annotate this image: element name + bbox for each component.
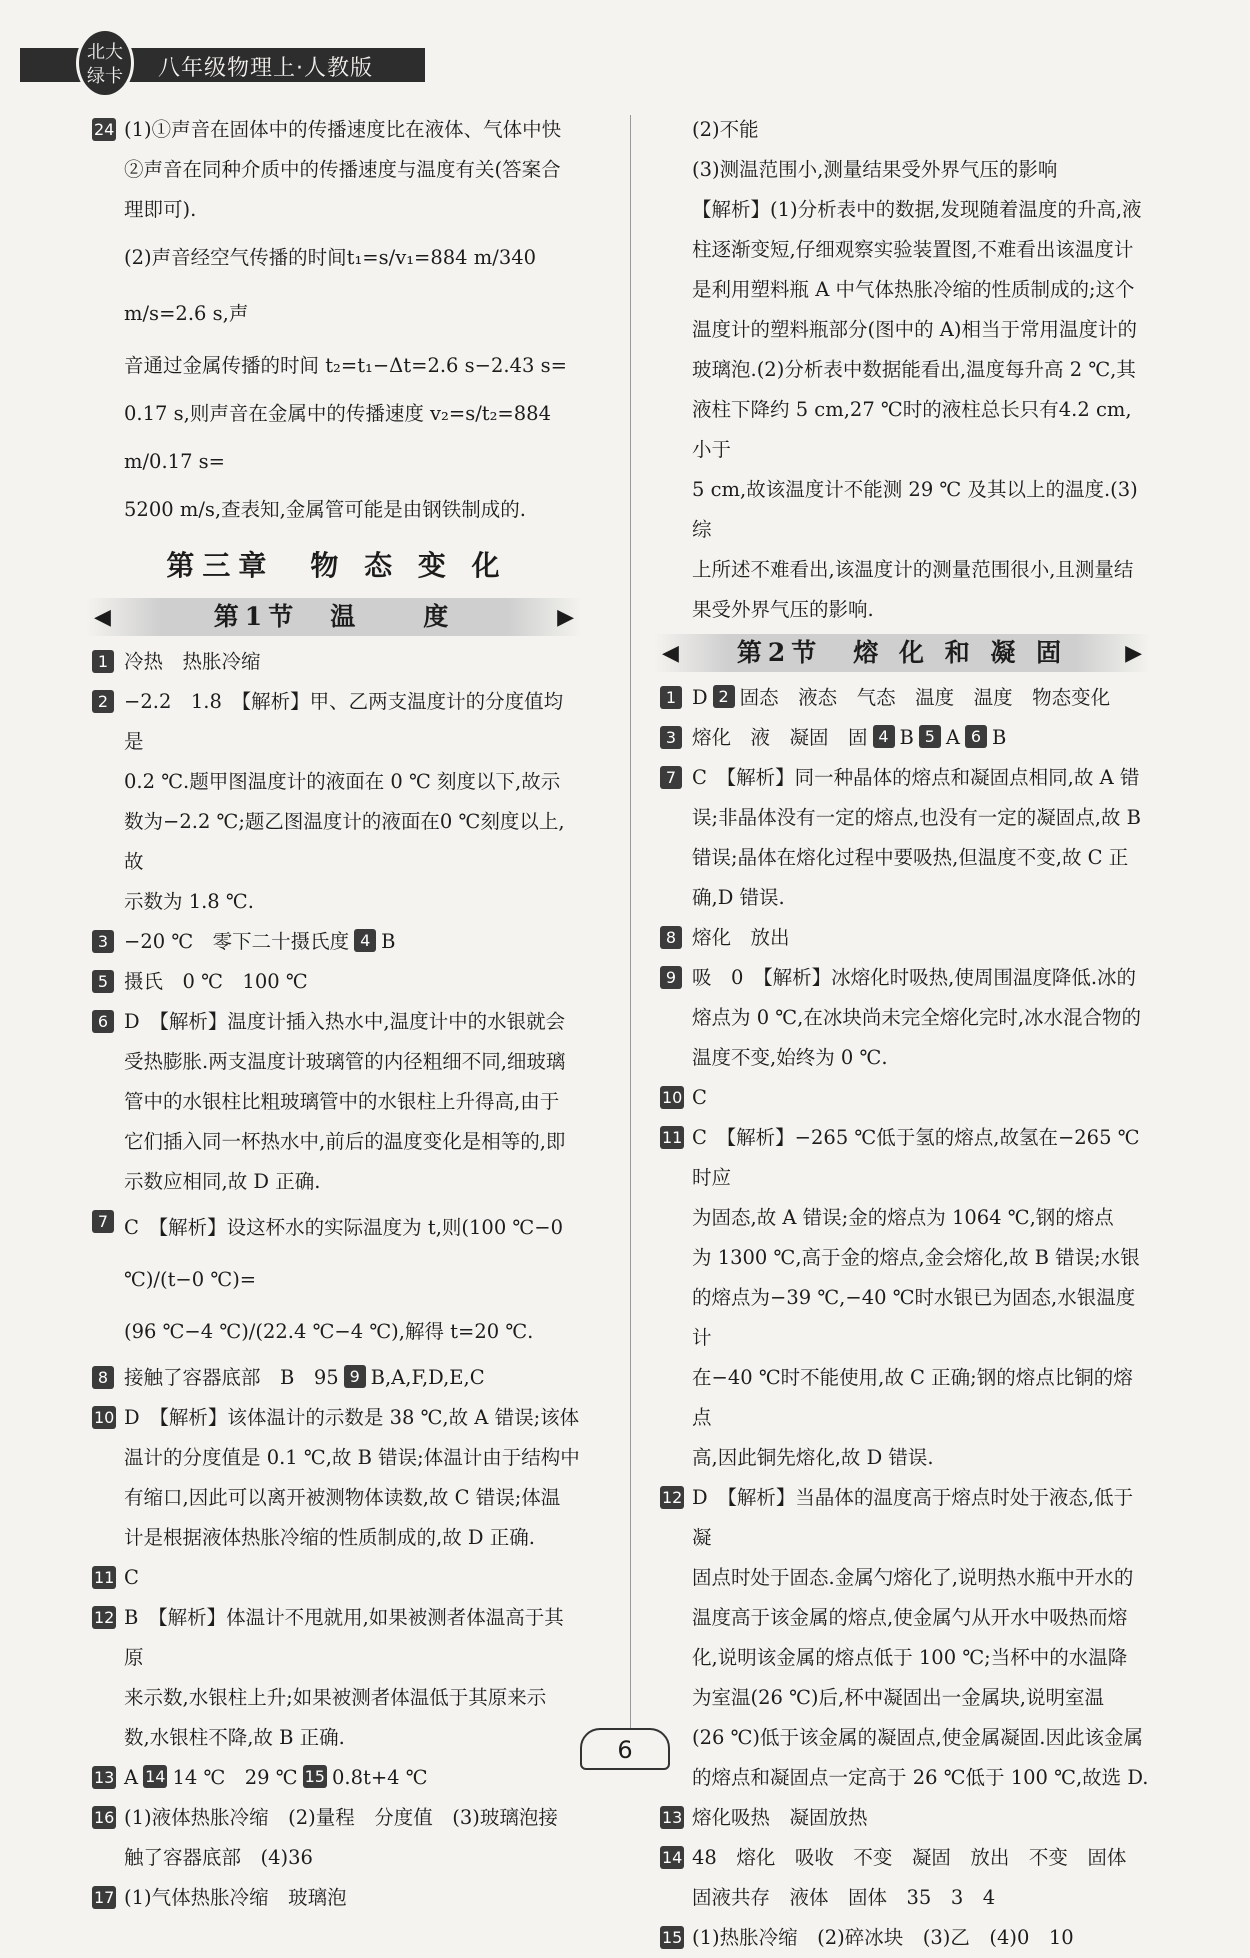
answer-3-4 xyxy=(92,922,582,962)
answer-text: B xyxy=(381,930,396,953)
answer-text: 接触了容器底部 B 95 xyxy=(124,1366,339,1389)
answer-line: ②声音在同种介质中的传播速度与温度有关(答案合 xyxy=(124,158,561,181)
question-number: 9 xyxy=(344,1365,366,1388)
answer-line: 触了容器底部 (4)36 xyxy=(124,1846,313,1869)
answer-line: 数为−2.2 ℃;题乙图温度计的液面在0 ℃刻度以上,故 xyxy=(124,810,565,873)
answer-r12 xyxy=(660,1478,1150,1798)
answer-line: C 【解析】−265 ℃低于氢的熔点,故氢在−265 ℃时应 xyxy=(692,1126,1140,1189)
answer-line: 为 1300 ℃,高于金的熔点,金会熔化,故 B 错误;水银 xyxy=(692,1246,1140,1269)
question-number: 9 xyxy=(660,966,682,989)
question-number: 8 xyxy=(660,926,682,949)
answer-line: 温计的分度值是 0.1 ℃,故 B 错误;体温计由于结构中 xyxy=(124,1446,580,1469)
answer-line: (1)①声音在固体中的传播速度比在液体、气体中快 xyxy=(124,118,562,141)
answer-line: 上所述不难看出,该温度计的测量范围很小,且测量结 xyxy=(692,558,1134,581)
question-number: 1 xyxy=(660,686,682,709)
answer-text: A xyxy=(945,726,960,749)
answer-8-9 xyxy=(92,1358,582,1398)
answer-line: 理即可). xyxy=(124,198,197,221)
left-arrow-icon: ◀ xyxy=(94,604,111,630)
question-number: 12 xyxy=(94,1608,115,1627)
chapter-title: 第三章 物 态 变 化 xyxy=(166,549,508,582)
question-number: 10 xyxy=(662,1088,683,1107)
answer-r7 xyxy=(660,758,1150,918)
answer-line: 熔化吸热 凝固放热 xyxy=(692,1806,868,1829)
section-header-2 xyxy=(654,634,1150,672)
page-number: 6 xyxy=(580,1728,670,1770)
question-number: 11 xyxy=(94,1568,115,1587)
answer-line: 5 cm,故该温度计不能测 29 ℃ 及其以上的温度.(3)综 xyxy=(692,478,1138,541)
answer-line: 玻璃泡.(2)分析表中数据能看出,温度每升高 2 ℃,其 xyxy=(692,358,1136,381)
question-number: 3 xyxy=(660,726,682,749)
answer-text: B,A,F,D,E,C xyxy=(370,1366,485,1389)
answer-line: C xyxy=(692,1086,707,1109)
question-number: 3 xyxy=(92,930,114,953)
answer-16 xyxy=(92,1798,582,1878)
left-arrow-icon: ◀ xyxy=(662,640,679,666)
answer-r1-2 xyxy=(660,678,1150,718)
answer-line: 是利用塑料瓶 A 中气体热胀冷缩的性质制成的;这个 xyxy=(692,278,1135,301)
question-number: 2 xyxy=(92,690,114,713)
column-divider xyxy=(630,115,631,1735)
answer-line: (1)气体热胀冷缩 玻璃泡 xyxy=(124,1886,347,1909)
answer-6 xyxy=(92,1002,582,1202)
answer-r14 xyxy=(660,1838,1150,1918)
answer-text: 固态 液态 气态 温度 温度 物态变化 xyxy=(739,686,1111,709)
answer-line: 它们插入同一杯热水中,前后的温度变化是相等的,即 xyxy=(124,1130,566,1153)
answer-line: (3)测温范围小,测量结果受外界气压的影响 xyxy=(692,158,1058,181)
answer-line: 有缩口,因此可以离开被测物体读数,故 C 错误;体温 xyxy=(124,1486,561,1509)
answer-line: 【解析】(1)分析表中的数据,发现随着温度的升高,液 xyxy=(692,198,1142,221)
book-logo: 北大绿卡 xyxy=(76,28,134,98)
answer-line: (1)液体热胀冷缩 (2)量程 分度值 (3)玻璃泡接 xyxy=(124,1806,558,1829)
answer-line: 为固态,故 A 错误;金的熔点为 1064 ℃,钢的熔点 xyxy=(692,1206,1114,1229)
answer-line: 液柱下降约 5 cm,27 ℃时的液柱总长只有4.2 cm,小于 xyxy=(692,398,1132,461)
question-number: 14 xyxy=(662,1848,683,1867)
answer-2 xyxy=(92,682,582,922)
question-number: 4 xyxy=(873,725,895,748)
answer-text: 熔化 液 凝固 固 xyxy=(692,726,868,749)
question-number: 4 xyxy=(354,929,376,952)
answer-r15 xyxy=(660,1918,1150,1958)
answer-13-15 xyxy=(92,1758,582,1798)
answer-7 xyxy=(92,1202,582,1358)
answer-line: 5200 m/s,查表知,金属管可能是由钢铁制成的. xyxy=(124,498,526,521)
left-column xyxy=(92,110,582,1918)
answer-line: 48 熔化 吸收 不变 凝固 放出 不变 固体 xyxy=(692,1846,1127,1869)
question-number: 13 xyxy=(662,1808,683,1827)
question-number: 8 xyxy=(92,1366,114,1389)
answer-line: 温度不变,始终为 0 ℃. xyxy=(692,1046,888,1069)
answer-line: 摄氏 0 ℃ 100 ℃ xyxy=(124,970,308,993)
answer-line: 确,D 错误. xyxy=(692,886,785,909)
answer-r13 xyxy=(660,1798,1150,1838)
answer-line: 示数应相同,故 D 正确. xyxy=(124,1170,321,1193)
answer-line: 熔化 放出 xyxy=(692,926,790,949)
question-number: 11 xyxy=(662,1128,683,1147)
answer-line: C 【解析】设这杯水的实际温度为 t,则(100 ℃−0 ℃)/(t−0 ℃)= xyxy=(124,1216,563,1291)
answer-17-continued xyxy=(660,110,1150,630)
answer-r11 xyxy=(660,1118,1150,1478)
question-number: 15 xyxy=(662,1928,683,1947)
answer-line: 吸 0 【解析】冰熔化时吸热,使周围温度降低.冰的 xyxy=(692,966,1137,989)
answer-line: 温度高于该金属的熔点,使金属勺从开水中吸热而熔 xyxy=(692,1606,1128,1629)
answer-line: (26 ℃)低于该金属的凝固点,使金属凝固.因此该金属 xyxy=(692,1726,1143,1749)
answer-line: 的熔点为−39 ℃,−40 ℃时水银已为固态,水银温度计 xyxy=(692,1286,1136,1349)
question-number: 24 xyxy=(94,120,115,139)
answer-line: (96 ℃−4 ℃)/(22.4 ℃−4 ℃),解得 t=20 ℃. xyxy=(124,1320,534,1343)
right-column xyxy=(660,110,1150,1958)
answer-line: 柱逐渐变短,仔细观察实验装置图,不难看出该温度计 xyxy=(692,238,1134,261)
answer-line: D 【解析】当晶体的温度高于熔点时处于液态,低于凝 xyxy=(692,1486,1134,1549)
section-title: 第1节 温 度 xyxy=(213,602,455,631)
answer-line: 为室温(26 ℃)后,杯中凝固出一金属块,说明室温 xyxy=(692,1686,1104,1709)
question-number: 2 xyxy=(713,685,735,708)
answer-line: 错误;晶体在熔化过程中要吸热,但温度不变,故 C 正 xyxy=(692,846,1129,869)
section-header-1 xyxy=(86,598,582,636)
answer-line: (2)声音经空气传播的时间t₁=s/v₁=884 m/340 m/s=2.6 s,声 xyxy=(124,246,537,325)
answer-line: (1)热胀冷缩 (2)碎冰块 (3)乙 (4)0 10 xyxy=(692,1926,1074,1949)
question-number: 7 xyxy=(660,766,682,789)
answer-line: 化,说明该金属的熔点低于 100 ℃;当杯中的水温降 xyxy=(692,1646,1128,1669)
answer-line: −2.2 1.8 【解析】甲、乙两支温度计的分度值均是 xyxy=(124,690,564,753)
answer-line: 示数为 1.8 ℃. xyxy=(124,890,254,913)
section-title: 第2节 熔 化 和 凝 固 xyxy=(736,638,1068,667)
answer-line: 管中的水银柱比粗玻璃管中的水银柱上升得高,由于 xyxy=(124,1090,560,1113)
answer-text: D xyxy=(692,686,708,709)
question-number: 6 xyxy=(965,725,987,748)
answer-line: 熔点为 0 ℃,在冰块尚未完全熔化完时,冰水混合物的 xyxy=(692,1006,1142,1029)
right-arrow-icon: ▶ xyxy=(1125,640,1142,666)
answer-line: 0.2 ℃.题甲图温度计的液面在 0 ℃ 刻度以下,故示 xyxy=(124,770,561,793)
question-number: 17 xyxy=(94,1888,115,1907)
right-arrow-icon: ▶ xyxy=(557,604,574,630)
question-number: 5 xyxy=(92,970,114,993)
question-number: 10 xyxy=(94,1408,115,1427)
book-title: 八年级物理上·人教版 xyxy=(158,56,373,81)
answer-17 xyxy=(92,1878,582,1918)
answer-24 xyxy=(92,110,582,534)
answer-line: 数,水银柱不降,故 B 正确. xyxy=(124,1726,345,1749)
answer-11 xyxy=(92,1558,582,1598)
answer-text: B xyxy=(899,726,914,749)
answer-r10 xyxy=(660,1078,1150,1118)
answer-line: C 【解析】同一种晶体的熔点和凝固点相同,故 A 错 xyxy=(692,766,1140,789)
question-number: 16 xyxy=(94,1808,115,1827)
answer-text: −20 ℃ 零下二十摄氏度 xyxy=(124,930,350,953)
answer-10 xyxy=(92,1398,582,1558)
answer-1 xyxy=(92,642,582,682)
answer-line: (2)不能 xyxy=(692,118,759,141)
question-number: 5 xyxy=(919,725,941,748)
answer-line: B 【解析】体温计不甩就用,如果被测者体温高于其原 xyxy=(124,1606,564,1669)
question-number: 13 xyxy=(94,1768,115,1787)
question-number: 12 xyxy=(662,1488,683,1507)
answer-line: 来示数,水银柱上升;如果被测者体温低于其原来示 xyxy=(124,1686,547,1709)
answer-line: 误;非晶体没有一定的熔点,也没有一定的凝固点,故 B xyxy=(692,806,1141,829)
answer-line: D 【解析】温度计插入热水中,温度计中的水银就会 xyxy=(124,1010,566,1033)
answer-line: 音通过金属传播的时间 t₂=t₁−Δt=2.6 s−2.43 s= xyxy=(124,354,567,377)
answer-5 xyxy=(92,962,582,1002)
answer-line: D 【解析】该体温计的示数是 38 ℃,故 A 错误;该体 xyxy=(124,1406,580,1429)
answer-line: C xyxy=(124,1566,139,1589)
answer-line: 固液共存 液体 固体 35 3 4 xyxy=(692,1886,996,1909)
answer-line: 受热膨胀.两支温度计玻璃管的内径粗细不同,细玻璃 xyxy=(124,1050,566,1073)
answer-text: B xyxy=(991,726,1007,749)
answer-r8 xyxy=(660,918,1150,958)
answer-line: 计是根据液体热胀冷缩的性质制成的,故 D 正确. xyxy=(124,1526,535,1549)
answer-line: 的熔点和凝固点一定高于 26 ℃低于 100 ℃,故选 D. xyxy=(692,1766,1149,1789)
question-number: 1 xyxy=(92,650,114,673)
answer-text: A xyxy=(124,1766,139,1789)
answer-text: 14 ℃ 29 ℃ xyxy=(172,1766,298,1789)
question-number: 6 xyxy=(92,1010,114,1033)
answer-line: 果受外界气压的影响. xyxy=(692,598,874,621)
answer-12 xyxy=(92,1598,582,1758)
question-number: 7 xyxy=(92,1210,114,1233)
question-number: 14 xyxy=(145,1767,166,1786)
answer-r9 xyxy=(660,958,1150,1078)
answer-line: 温度计的塑料瓶部分(图中的 A)相当于常用温度计的 xyxy=(692,318,1137,341)
answer-r3-6 xyxy=(660,718,1150,758)
answer-line: 固点时处于固态.金属勺熔化了,说明热水瓶中开水的 xyxy=(692,1566,1134,1589)
question-number: 15 xyxy=(304,1767,325,1786)
answer-text: 0.8t+4 ℃ xyxy=(331,1766,428,1789)
answer-line: 冷热 热胀冷缩 xyxy=(124,650,261,673)
answer-line: 在−40 ℃时不能使用,故 C 正确;钢的熔点比铜的熔点 xyxy=(692,1366,1133,1429)
answer-line: 高,因此铜先熔化,故 D 错误. xyxy=(692,1446,934,1469)
answer-line: 0.17 s,则声音在金属中的传播速度 v₂=s/t₂=884 m/0.17 s= xyxy=(124,402,551,473)
